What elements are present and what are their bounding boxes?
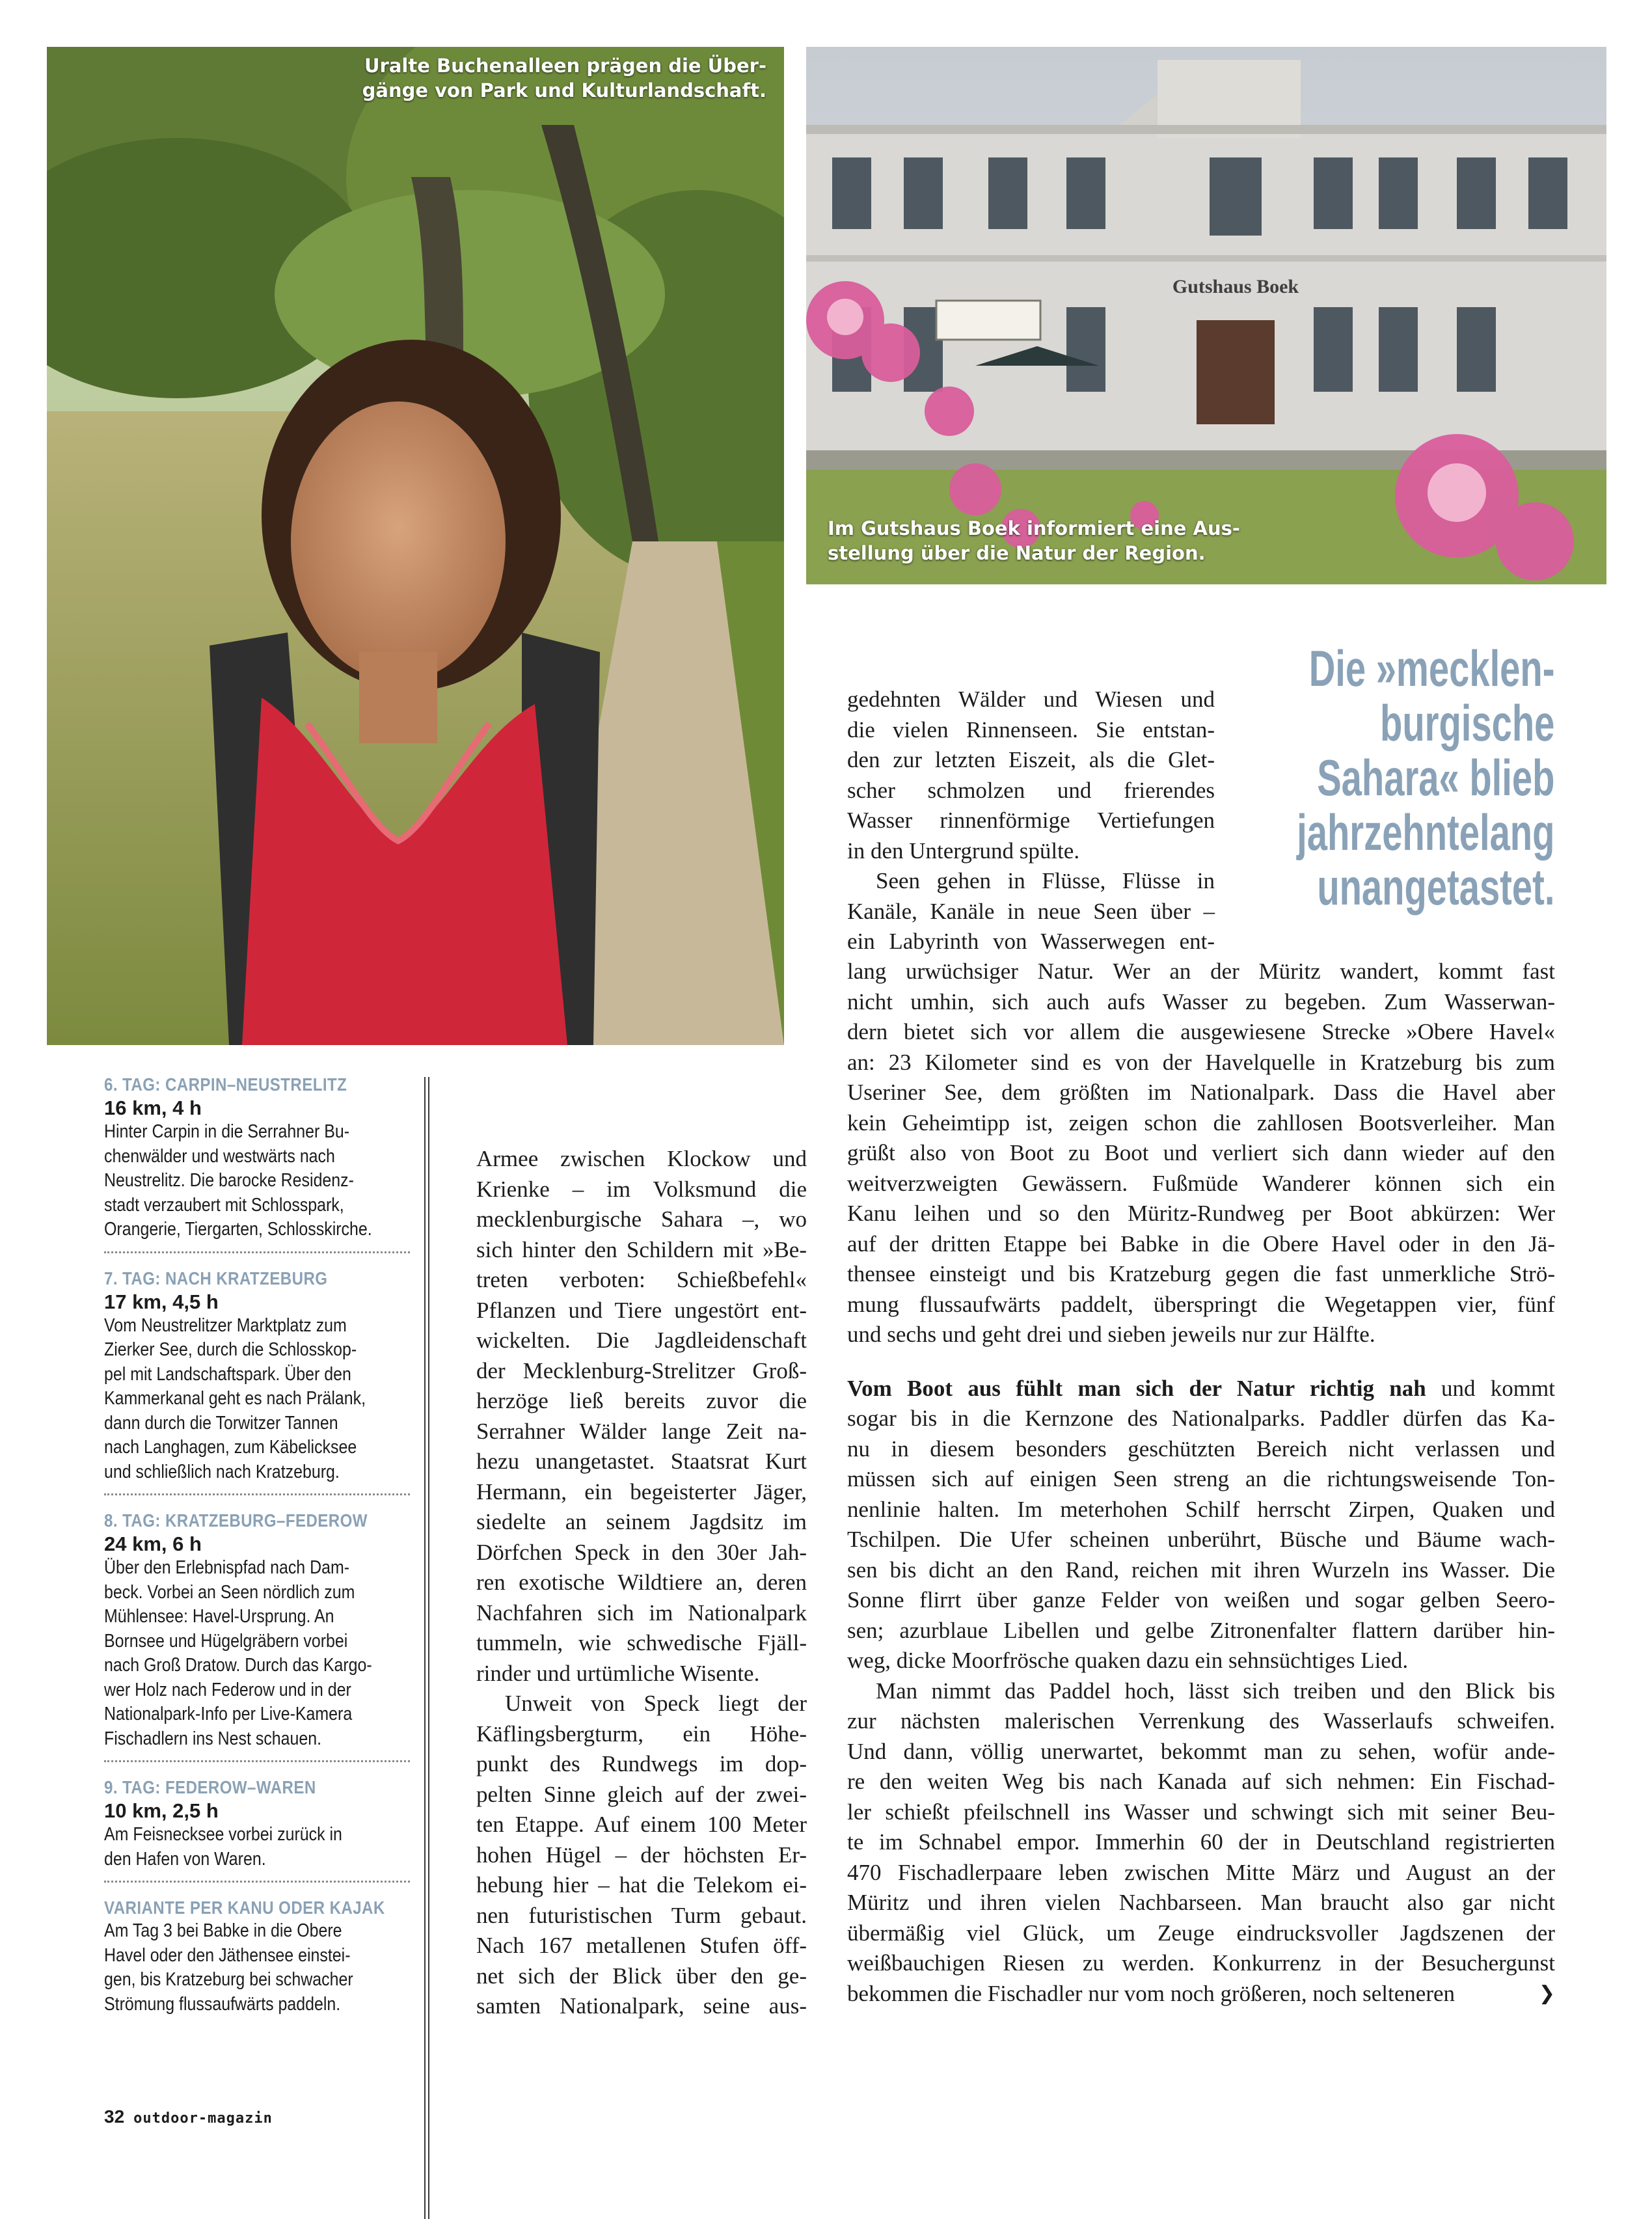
text-line: ren exotische Wildtiere an, deren xyxy=(476,1570,807,1595)
pull-quote-line: Die »mecklen- xyxy=(1308,640,1554,697)
text-line: Nach 167 metallenen Stufen öff- xyxy=(476,1933,807,1958)
text-line: Hermann, ein begeisterter Jäger, xyxy=(476,1478,807,1504)
route-day-distance: 16 km, 4 h xyxy=(104,1096,202,1119)
page-footer xyxy=(104,2106,273,2127)
pull-quote-line: unangetastet. xyxy=(1316,858,1554,916)
route-variant-title: VARIANTE PER KANU ODER KAJAK xyxy=(104,1898,385,1918)
text-line: Serrahner Wälder lange Zeit na- xyxy=(476,1418,807,1444)
route-day-text xyxy=(104,1314,410,1485)
route-sidebar xyxy=(104,1074,410,2040)
text-line: kein Geheimtipp ist, zeigen schon die zahllosen Bootsverleiher. Man xyxy=(847,1110,1555,1136)
text-line: rinder und urtümliche Wisente. xyxy=(476,1660,760,1686)
magazine-name: outdoor-magazin xyxy=(133,2110,273,2127)
route-day-title: 6. TAG: CARPIN–NEUSTRELITZ xyxy=(104,1074,347,1095)
text-line: Kanu leihen und so den Müritz-Rundweg per Boot abkürzen: Wer xyxy=(847,1201,1555,1226)
text-line: hohen Hügel – der höchsten Er- xyxy=(476,1842,807,1868)
pull-quote-line: burgische xyxy=(1379,694,1554,752)
route-day-line: wer Holz nach Federow und in der xyxy=(104,1679,351,1700)
route-day-line: chenwälder und westwärts nach xyxy=(104,1145,335,1167)
text-line: Man nimmt das Paddel hoch, lässt sich treiben und den Blick bis xyxy=(876,1678,1555,1704)
continue-arrow-icon: ❯ xyxy=(1538,1981,1555,2005)
text-line: nen futuristischen Turm gebaut. xyxy=(476,1902,807,1928)
text-line: Seen gehen in Flüsse, Flüsse in xyxy=(876,868,1215,893)
route-day-line: Kammerkanal geht es nach Prälank, xyxy=(104,1388,366,1409)
route-day-text xyxy=(104,1556,410,1751)
text-line: weißbauchigen Riesen zu werden. Konkurrenz in der Besuchergunst xyxy=(847,1950,1555,1976)
pull-quote-line: Sahara« blieb xyxy=(1316,749,1554,806)
page-number: 32 xyxy=(104,2106,125,2127)
text-line: übermäßig viel Glück, um Zeuge eindrucksvoller Jagdszenen der xyxy=(847,1920,1555,1946)
route-day-line: Über den Erlebnispfad nach Dam- xyxy=(104,1557,350,1578)
text-line: Krienke – im Volksmund die xyxy=(476,1176,807,1202)
text-line: 470 Fischadlerpaare leben zwischen Mitte März und August an der xyxy=(847,1859,1555,1885)
text-line: in den Untergrund spülte. xyxy=(847,837,1080,864)
text-line: ler schießt pfeilschnell ins Wasser und schwingt sich mit seiner Beu- xyxy=(847,1799,1555,1825)
text-line: sen bis dicht an den Rand, reichen mit ihren Wurzeln ins Wasser. Die xyxy=(847,1557,1555,1583)
route-day-text xyxy=(104,1120,410,1242)
article-column-middle xyxy=(476,1144,807,2022)
text-line: Kanäle, Kanäle in neue Seen über – xyxy=(847,898,1215,924)
text-line: tummeln, wie schwedische Fjäll- xyxy=(476,1630,807,1655)
route-day-line: Nationalpark-Info per Live-Kamera xyxy=(104,1704,353,1724)
text-line: der Mecklenburg-Strelitzer Groß- xyxy=(476,1357,807,1383)
photo-woman-hiker xyxy=(47,47,784,1045)
route-day-line: Am Tag 3 bei Babke in die Obere xyxy=(104,1920,342,1941)
route-day xyxy=(104,1777,410,1883)
route-day-title: 8. TAG: KRATZEBURG–FEDEROW xyxy=(104,1510,368,1531)
pull-quote xyxy=(1197,641,1554,914)
route-day-line: Orangerie, Tiergarten, Schlosskirche. xyxy=(104,1219,372,1240)
route-day xyxy=(104,1074,410,1253)
text-line: herzöge ließ bereits zuvor die xyxy=(476,1388,807,1413)
route-day-line: Hinter Carpin in die Serrahner Bu- xyxy=(104,1121,350,1142)
caption-line: gänge von Park und Kulturlandschaft. xyxy=(362,79,766,102)
text-line: sich hinter den Schildern mit »Be- xyxy=(476,1236,807,1262)
text-line: Nachfahren sich im Nationalpark xyxy=(476,1600,807,1626)
text-line: nu in diesem besonders geschützten Bereich nicht verlassen und xyxy=(847,1436,1555,1462)
route-day-line: Bornsee und Hügelgräbern vorbei xyxy=(104,1630,348,1652)
text-line: Wasser rinnenförmige Vertiefungen xyxy=(847,808,1215,833)
route-variant-text xyxy=(104,1919,410,2017)
section-lead-rest: und kommt xyxy=(1426,1375,1555,1401)
caption-line: Uralte Buchenalleen prägen die Über- xyxy=(364,55,766,77)
section-lead-in: Vom Boot aus fühlt man sich der Natur richtig nah xyxy=(847,1375,1426,1401)
route-day-distance: 10 km, 2,5 h xyxy=(104,1799,219,1822)
article-column-right-wide xyxy=(847,957,1555,2009)
route-day-line: stadt verzaubert mit Schlosspark, xyxy=(104,1194,344,1216)
text-line: ein Labyrinth von Wasserwegen ent- xyxy=(847,929,1215,954)
route-day xyxy=(104,1510,410,1762)
route-day-line: und schließlich nach Kratzeburg. xyxy=(104,1461,340,1482)
text-line: Sonne flirrt über ganze Felder von weißen und sogar gelben Seero- xyxy=(847,1587,1555,1613)
building-sign: Gutshaus Boek xyxy=(1172,276,1299,297)
route-variant xyxy=(104,1897,410,2026)
text-line: sen; azurblaue Libellen und gelbe Zitronenfalter flattern darüber hin- xyxy=(847,1617,1555,1643)
text-line: an: 23 Kilometer sind es von der Havelquelle in Kratzeburg bis zum xyxy=(847,1049,1555,1075)
photo-gutshaus-image xyxy=(806,47,1606,584)
text-line: treten verboten: Schießbefehl« xyxy=(476,1267,807,1292)
text-line: Müritz und ihren vielen Nachbarseen. Man braucht also gar nicht xyxy=(847,1890,1555,1915)
text-line: und sechs und geht drei und sieben jeweils nur zur Hälfte. xyxy=(847,1322,1375,1347)
route-day-line: Am Feisnecksee vorbei zurück in xyxy=(104,1824,342,1845)
text-line: Armee zwischen Klockow und xyxy=(476,1146,807,1171)
route-day-line: Mühlensee: Havel-Ursprung. An xyxy=(104,1606,334,1627)
photo-gutshaus xyxy=(806,47,1606,584)
photo-gutshaus-caption xyxy=(828,516,1240,565)
pull-quote-line: jahrzehntelang xyxy=(1296,804,1554,861)
text-line: den zur letzten Eiszeit, als die Glet- xyxy=(847,747,1215,772)
text-line: sogar bis in die Kernzone des Nationalparks. Paddler dürfen das Ka- xyxy=(847,1406,1555,1431)
text-line: lang urwüchsiger Natur. Wer an der Müritz wandert, kommt fast xyxy=(847,959,1555,984)
article-column-right-top xyxy=(847,685,1215,957)
text-line: hebung hier – hat die Telekom ei- xyxy=(476,1872,807,1898)
sidebar-divider xyxy=(424,1077,429,2219)
text-line: samten Nationalpark, seine aus- xyxy=(476,1993,807,2019)
route-day-line: gen, bis Kratzeburg bei schwacher xyxy=(104,1969,353,1990)
text-line: auf der dritten Etappe bei Babke in die Obere Havel oder in den Jä- xyxy=(847,1231,1555,1257)
route-day-line: den Hafen von Waren. xyxy=(104,1848,266,1870)
text-line: müssen sich auf einigen Seen streng an die richtungsweisende Ton- xyxy=(847,1466,1555,1491)
text-line: gedehnten Wälder und Wiesen und xyxy=(847,687,1215,712)
route-day-line: Havel oder den Jäthensee einstei- xyxy=(104,1944,351,1966)
text-line: wickelten. Die Jagdleidenschaft xyxy=(476,1327,807,1353)
text-line-last: bekommen die Fischadler nur vom noch größeren, noch selteneren xyxy=(847,1980,1456,2006)
photo-woman-caption xyxy=(357,53,766,103)
text-line: weitverzweigten Gewässern. Fußmüde Wanderer können sich ein xyxy=(847,1170,1555,1196)
text-line: weg, dicke Moorfrösche quaken dazu ein sehnsüchtiges Lied. xyxy=(847,1648,1409,1673)
text-line: Käflingsbergturm, ein Höhe- xyxy=(476,1721,807,1747)
text-line: dern bietet sich vor allem die ausgewiesene Strecke »Obere Havel« xyxy=(847,1019,1555,1044)
caption-line: stellung über die Natur der Region. xyxy=(828,542,1206,564)
text-line: nicht umhin, sich auch aufs Wasser zu begeben. Zum Wasserwan- xyxy=(847,988,1555,1014)
text-line: hezu unangetastet. Staatsrat Kurt xyxy=(476,1449,807,1474)
text-line: mung flussaufwärts paddelt, überspringt die Wegetappen vier, fünf xyxy=(847,1291,1555,1317)
route-day-line: nach Langhagen, zum Käbelicksee xyxy=(104,1437,357,1458)
route-day-title: 9. TAG: FEDEROW–WAREN xyxy=(104,1777,316,1797)
text-line: te im Schnabel empor. Immerhin 60 der in Deutschland registrierten xyxy=(847,1829,1555,1855)
route-day-line: Neustrelitz. Die barocke Residenz- xyxy=(104,1170,354,1191)
route-day-distance: 17 km, 4,5 h xyxy=(104,1290,219,1313)
text-line: punkt des Rundwegs im dop- xyxy=(476,1751,807,1777)
section-lead-line xyxy=(847,1374,1555,1404)
route-day-line: beck. Vorbei an Seen nördlich zum xyxy=(104,1581,355,1603)
text-line: pelten Sinne gleich auf der zwei- xyxy=(476,1781,807,1807)
caption-line: Im Gutshaus Boek informiert eine Aus- xyxy=(828,517,1240,539)
text-line: Pflanzen und Tiere ungestört ent- xyxy=(476,1297,807,1323)
text-line: grüßt also von Boot zu Boot und verliert sich dann wieder auf den xyxy=(847,1140,1555,1165)
route-day-line: pel mit Landschaftspark. Über den xyxy=(104,1363,351,1385)
route-day-line: nach Groß Dratow. Durch das Kargo- xyxy=(104,1655,372,1676)
text-line: thensee einsteigt und bis Kratzeburg gegen die fast unmerkliche Strö- xyxy=(847,1261,1555,1286)
photo-woman-hiker-image xyxy=(47,47,784,1045)
text-line: nenlinie halten. Im meterhohen Schilf herrscht Zirpen, Quaken und xyxy=(847,1496,1555,1522)
text-line: net sich der Blick über den ge- xyxy=(476,1963,807,1989)
text-line: ten Etappe. Auf einem 100 Meter xyxy=(476,1812,807,1837)
route-day-title: 7. TAG: NACH KRATZEBURG xyxy=(104,1268,328,1288)
route-day xyxy=(104,1268,410,1496)
route-day-line: Vom Neustrelitzer Marktplatz zum xyxy=(104,1314,347,1336)
route-day-distance: 24 km, 6 h xyxy=(104,1532,202,1555)
text-line: Dörfchen Speck in den 30er Jah- xyxy=(476,1539,807,1565)
route-day-line: Fischadlern ins Nest schauen. xyxy=(104,1728,322,1749)
text-line: Useriner See, dem größten im Nationalpark. Dass die Havel aber xyxy=(847,1080,1555,1105)
text-line: Tschilpen. Die Ufer scheinen unberührt, Büsche und Bäume wach- xyxy=(847,1527,1555,1552)
text-line: mecklenburgische Sahara –, wo xyxy=(476,1206,807,1232)
route-day-line: dann durch die Torwitzer Tannen xyxy=(104,1412,338,1434)
text-line: Und dann, völlig unerwartet, bekommt man zu sehen, wofür ande- xyxy=(847,1738,1555,1764)
text-line xyxy=(847,1979,1555,2009)
text-line: scher schmolzen und frierendes xyxy=(847,777,1215,803)
route-day-text xyxy=(104,1823,410,1872)
text-line: siedelte an seinem Jagdsitz im xyxy=(476,1509,807,1534)
text-line: die vielen Rinnenseen. Sie entstan- xyxy=(847,716,1215,742)
text-line: re den weiten Weg bis nach Kanada auf sich nehmen: Ein Fischad- xyxy=(847,1769,1555,1794)
route-day-line: Zierker See, durch die Schlosskop- xyxy=(104,1339,357,1360)
text-line: zur nächsten malerischen Verrenkung des Wasserlaufs schweifen. xyxy=(847,1708,1555,1734)
route-day-line: Strömung flussaufwärts paddeln. xyxy=(104,1993,341,2015)
text-line: Unweit von Speck liegt der xyxy=(505,1691,807,1716)
